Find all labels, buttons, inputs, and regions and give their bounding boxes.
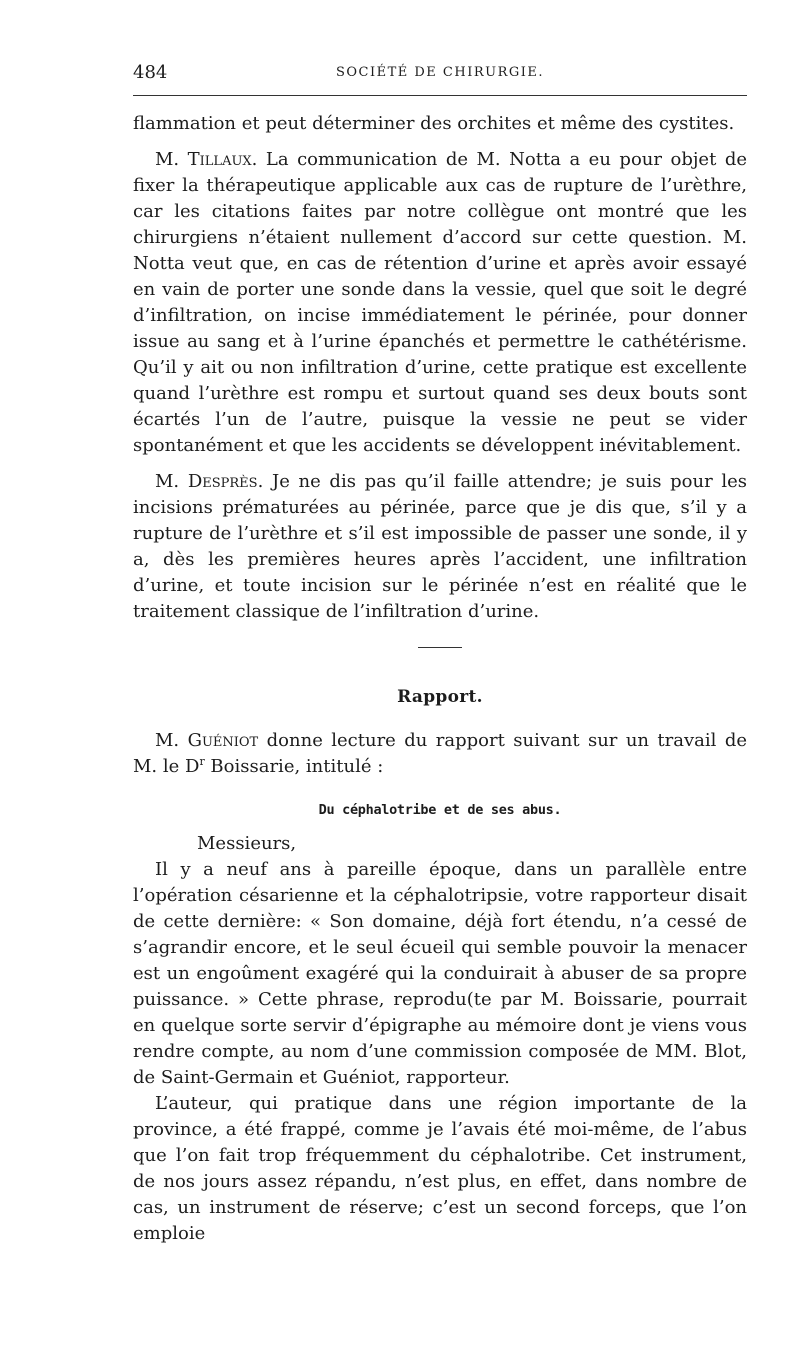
speaker-despres: M. Desprès. [155,471,264,492]
page-number: 484 [133,62,168,83]
paragraph-gueniot [133,728,747,780]
header-rule [133,95,747,96]
paragraph-tillaux-text: La communication de M. Notta a eu pour objet de fixer la thérapeutique applicable aux cas de rupture de l’urèthre, car les citations faites par notre collègue ont montré que les chirurgiens n’étaient nullement d’accord sur cette question. M. Notta veut que, en cas de rétention d’urine et après avoir essayé en vain de porter une sonde dans la vessie, quel que soit le degré d’infiltration, on incise immédiatement le périnée, pour donner issue au sang et à l’urine épanchés et permettre le cathétérisme. Qu’il y ait ou non infiltration d’urine, cette pratique est excellente quand l’urèthre est rompu et surtout quand ses deux bouts sont écartés l’un de l’autre, puisque la vessie ne peut se vider spontanément et que les accidents se développent inévitablement. [133,149,747,456]
section-divider [418,647,462,648]
paragraph-despres-text: Je ne dis pas qu’il faille attendre; je suis pour les incisions prématurées au périnée, parce que je dis que, s’il y a rupture de l’urèthre et s’il est impossible de passer une sonde, il y a, dès les premières heures après l’accident, une infiltration d’urine, et toute incision sur le périnée n’est en réalité que le traitement classique de l’infiltration d’urine. [133,471,747,622]
section-title: Rapport. [397,687,483,707]
book-page [133,0,749,1359]
paragraph-continuation: flammation et peut déterminer des orchites et même des cystites. [133,113,735,134]
paragraph-tillaux [133,147,747,459]
report-subtitle: Du céphalotribe et de ses abus. [318,802,562,818]
paragraph-despres [133,469,747,625]
salutation: Messieurs, [197,833,297,854]
page-body [133,111,747,1247]
paragraph-report-2: L’auteur, qui pratique dans une région importante de la province, a été frappé, comme je l’avais été moi-même, de l’abus que l’on fait trop fréquemment du céphalotribe. Cet instrument, de nos jours assez répandu, n’est plus, en effet, dans nombre de cas, un instrument de réserve; c’est un second forceps, que l’on emploie [133,1093,747,1244]
page-header [133,62,747,84]
running-title: SOCIÉTÉ DE CHIRURGIE. [335,65,545,80]
paragraph-gueniot-text-a: donne lecture du rapport suivant sur un travail de M. le D [133,730,747,777]
speaker-tillaux: M. Tillaux. [155,149,258,170]
speaker-gueniot: M. Guéniot [155,730,259,751]
paragraph-gueniot-text-b: Boissarie, intitulé : [204,756,384,777]
paragraph-report-1: Il y a neuf ans à pareille époque, dans un parallèle entre l’opération césarienne et la céphalotripsie, votre rapporteur disait de cette dernière: « Son domaine, déjà fort étendu, n’a cessé de s’agrandir encore, et le seul écueil qui semble pouvoir la menacer est un engoûment exagéré qui la conduirait à abuser de sa propre puissance. » Cette phrase, reprodu(te par M. Boissarie, pourrait en quelque sorte servir d’épigraphe au mémoire dont je viens vous rendre compte, au nom d’une commission composée de MM. Blot, de Saint-Germain et Guéniot, rapporteur. [133,859,747,1088]
superscript-r: r [199,755,205,768]
